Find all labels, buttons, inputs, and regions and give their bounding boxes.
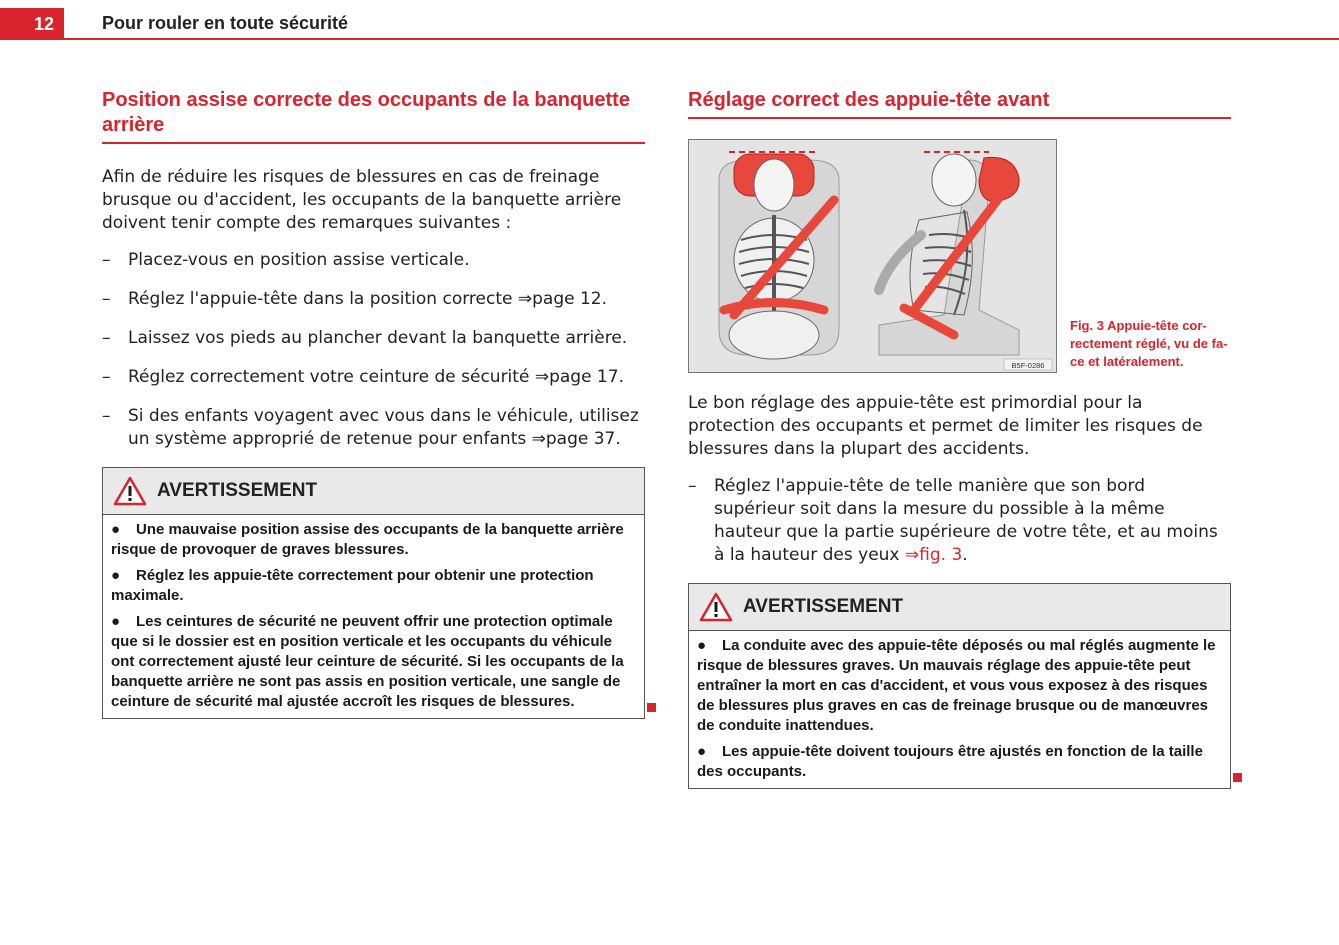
section-heading-headrest: Réglage correct des appuie-tête avant — [688, 88, 1231, 119]
warning-body — [689, 631, 1230, 788]
warning-title: AVERTISSEMENT — [743, 596, 904, 617]
warning-box — [688, 583, 1231, 789]
figure-code: B5F-0286 — [1011, 361, 1045, 370]
headrest-instruction-list — [688, 475, 1231, 567]
header-rule — [64, 38, 1339, 40]
headrest-illustration — [689, 140, 1056, 372]
warning-point: ● Une mauvaise position assise des occupants de la banquette arrière risque de provoquer de graves blessures. — [111, 521, 624, 558]
warning-point: ● Réglez les appuie-tête correctement pour obtenir une protection maximale. — [111, 567, 594, 604]
warning-title: AVERTISSEMENT — [157, 480, 318, 501]
page-number: 12 — [0, 8, 64, 40]
warning-triangle-icon — [113, 476, 147, 506]
chapter-title: Pour rouler en toute sécurité — [102, 13, 349, 33]
headrest-intro-paragraph: Le bon réglage des appuie-tête est primordial pour la protection des occupants et permet de limiter les risques de blessures dans la plupart des accidents. — [688, 393, 1203, 459]
warning-point: ● La conduite avec des appuie-tête déposés ou mal réglés augmente le risque de blessures graves. Un mauvais réglage des appuie-tête peut entraîner la mort en cas d'accident, et vous vous exposez à des risques de blessures plus graves en cas de freinage brusque ou de manœuvres de conduite inattendues. — [697, 637, 1216, 734]
warning-header — [103, 468, 644, 515]
section-end-marker — [1233, 773, 1242, 782]
warning-point: ● Les ceintures de sécurité ne peuvent offrir une protection optimale que si le dossier est en position verticale et les occupants du véhicule ont correctement ajusté leur ceinture de sécurité. Si les occupants de la banquette arrière ne sont pas assis en position verticale, une sangle de ceinture de sécurité mal ajustée accroît les risques de blessures. — [111, 613, 624, 710]
list-item: – Réglez l'appuie-tête de telle manière que son bord supérieur soit dans la mesure du possible à la même hauteur que la partie supérieure de votre tête, et au moins à la hauteur des yeux ⇒fig. 3. — [688, 476, 1218, 565]
headrest-figure — [688, 139, 1057, 373]
list-item: – Réglez correctement votre ceinture de sécurité ⇒page 17. — [102, 367, 624, 387]
list-item: – Si des enfants voyagent avec vous dans le véhicule, utilisez un système approprié de retenue pour enfants ⇒page 37. — [102, 406, 639, 449]
right-column — [688, 88, 1231, 789]
warning-body — [103, 515, 644, 718]
instruction-list — [102, 249, 645, 451]
section-end-marker — [647, 703, 656, 712]
list-item: – Placez-vous en position assise verticale. — [102, 250, 470, 270]
warning-triangle-icon — [699, 592, 733, 622]
page-link[interactable]: ⇒page 37. — [531, 429, 621, 449]
warning-header — [689, 584, 1230, 631]
page-link[interactable]: ⇒page 12. — [517, 289, 608, 309]
page-link[interactable]: ⇒page 17. — [534, 367, 624, 387]
warning-box — [102, 467, 645, 719]
list-item: – Réglez l'appuie-tête dans la position correcte ⇒page 12. — [102, 289, 608, 309]
warning-point: ● Les appuie-tête doivent toujours être ajustés en fonction de la taille des occupants. — [697, 743, 1203, 780]
figure-caption: Fig. 3 Appuie-tête cor-rectement réglé, vu de fa-ce et latéralement. — [1070, 318, 1228, 369]
figure-link[interactable]: ⇒fig. 3 — [904, 545, 963, 565]
page-header — [0, 0, 1339, 42]
section-heading-rear-seat: Position assise correcte des occupants de la banquette arrière — [102, 88, 645, 144]
figure-row — [688, 139, 1231, 373]
intro-paragraph: Afin de réduire les risques de blessures en cas de freinage brusque ou d'accident, les occupants de la banquette arrière doivent tenir compte des remarques suivantes : — [102, 167, 622, 233]
left-column — [102, 88, 645, 719]
list-item: – Laissez vos pieds au plancher devant la banquette arrière. — [102, 328, 628, 348]
